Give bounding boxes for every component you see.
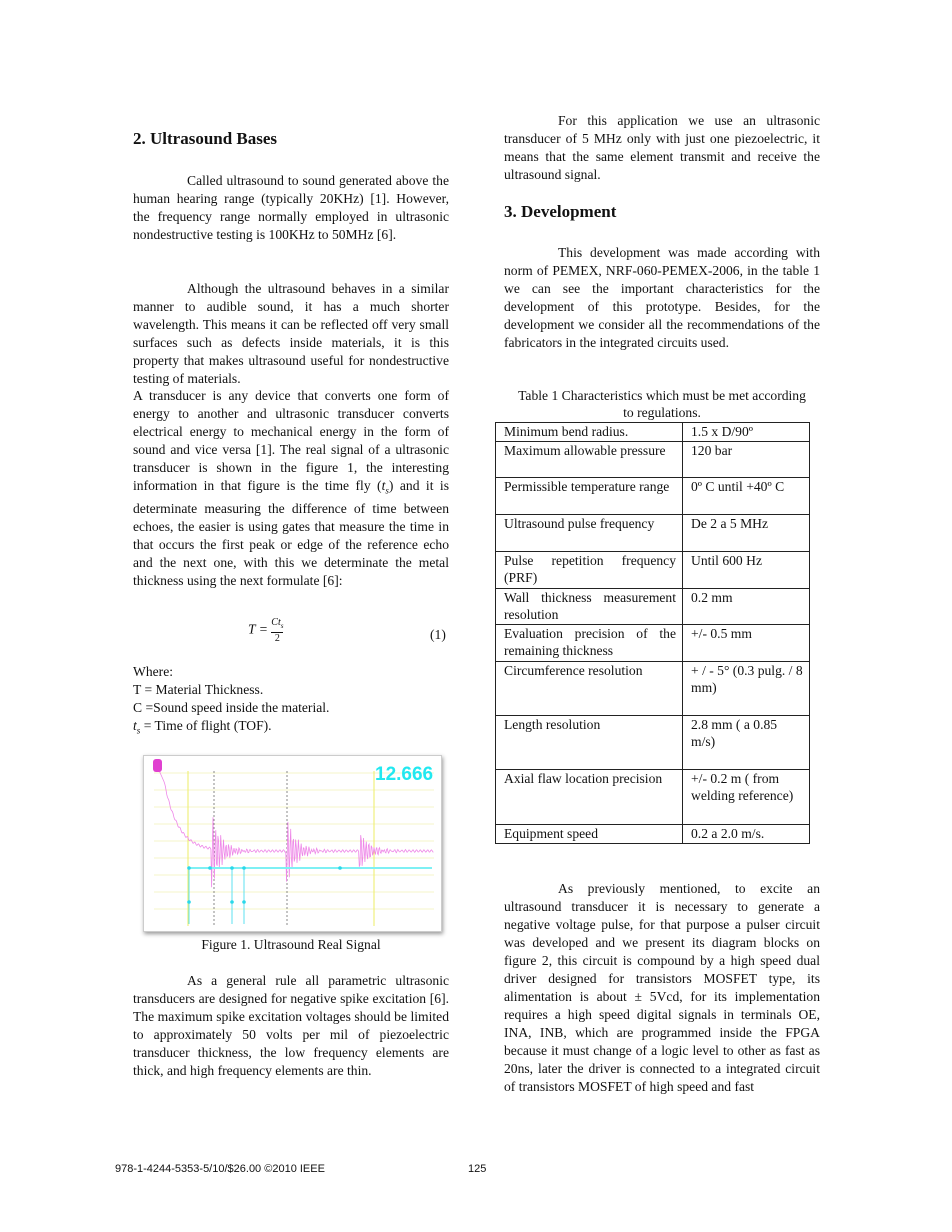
paragraph [133, 387, 449, 590]
value-cell: De 2 a 5 MHz [683, 515, 810, 552]
table-row [496, 625, 810, 662]
paragraph: Although the ultrasound behaves in a similar manner to audible sound, it has a much shorter wavelength. This means it can be reflected off very small surfaces such as defects inside materials, it is this property that makes ultrasound useful for nondestructive testing of materials. [133, 281, 449, 386]
value-cell: 1.5 x D/90º [683, 423, 810, 442]
characteristic-cell: Axial flaw location precision [496, 770, 683, 825]
characteristic-cell: Length resolution [496, 716, 683, 770]
readout-value: 12.666 [375, 766, 434, 784]
characteristics-table [495, 422, 810, 844]
value-cell: 0.2 a 2.0 m/s. [683, 825, 810, 844]
value-cell: 0º C until +40º C [683, 478, 810, 515]
characteristic-cell: Circumference resolution [496, 662, 683, 716]
ultrasound-signal-figure [143, 755, 442, 932]
symbol: t [133, 718, 137, 733]
table-row [496, 442, 810, 478]
symbol-sub: s [385, 485, 389, 496]
eq-denominator: 2 [274, 633, 280, 644]
gate-point [230, 900, 234, 904]
characteristic-cell: Pulse repetition frequency (PRF) [496, 552, 683, 589]
value-cell: 0.2 mm [683, 589, 810, 625]
characteristic-cell: Minimum bend radius. [496, 423, 683, 442]
table-row [496, 716, 810, 770]
value-cell: + / - 5° (0.3 pulg. / 8 mm) [683, 662, 810, 716]
section-heading-development: 3. Development [504, 202, 617, 221]
where-label: Where: [133, 664, 173, 679]
signal-trace [158, 768, 434, 887]
value-cell: Until 600 Hz [683, 552, 810, 589]
definition-ts [133, 717, 272, 740]
symbol-sub: s [136, 725, 141, 736]
table-row [496, 478, 810, 515]
paragraph: As previously mentioned, to excite an ultrasound transducer it is necessary to generate a negative voltage pulse, for that purpose a pulser circuit was developed and we present its diagram blocks on figure 2, this circuit is compound by a high speed dual driver designed for transistors MOSFET type, its alimentation is about ± 5Vcd, for its implementation requires a high speed digital signals in terminals OE, INA, INB, which are programmed inside the FPGA because it must change of a logic level to other as fast as 20ns, later the driver is connected to a integrated circuit of transistors MOSFET of high speed and fast [504, 881, 820, 1094]
gate-point [208, 866, 212, 870]
table-row [496, 515, 810, 552]
table-row [496, 552, 810, 589]
equation-number: (1) [430, 627, 446, 642]
characteristic-cell: Equipment speed [496, 825, 683, 844]
value-cell: 2.8 mm ( a 0.85 m/s) [683, 716, 810, 770]
characteristic-cell: Evaluation precision of the remaining thickness [496, 625, 683, 662]
definition-t: T = Material Thickness. [133, 682, 264, 697]
paragraph: As a general rule all parametric ultrasonic transducers are designed for negative spike excitation [6]. The maximum spike excitation voltages should be limited to approximately 50 volts per mil of piezoelectric transducer thickness, the low frequency elements are thick, and high frequency elements are thin. [133, 973, 449, 1078]
value-cell: +/- 0.5 mm [683, 625, 810, 662]
value-cell: +/- 0.2 m ( from welding reference) [683, 770, 810, 825]
characteristic-cell: Ultrasound pulse frequency [496, 515, 683, 552]
value-cell: 120 bar [683, 442, 810, 478]
paragraph: For this application we use an ultrasonic transducer of 5 MHz only with just one piezoelectric, it means that the same element transmit and receive the ultrasound signal. [504, 113, 820, 182]
table-row [496, 662, 810, 716]
gate-point [187, 866, 191, 870]
text: A transducer is any device that converts one form of energy to another and ultrasonic transducer converts electrical energy to mechanical energy in the form of sound and vice versa [1]. The real signal of a ultrasonic transducer is shown in the figure 1, the interesting information in that figure is the time fly ( [133, 388, 449, 493]
eq-numerator: Ct [271, 617, 281, 628]
gate-point [230, 866, 234, 870]
equation [248, 617, 283, 644]
section-heading-ultrasound-bases: 2. Ultrasound Bases [133, 129, 278, 148]
gate-point [187, 900, 191, 904]
text: ) and it is determinate measuring the difference of time between echoes, the easier is using gates that measure the time in that occurs the first peak or edge of the reference echo and the next one, with this we determinate the metal thickness using the next formulate [6]: [133, 478, 449, 588]
footer-copyright: 978-1-4244-5353-5/10/$26.00 ©2010 IEEE [115, 1163, 325, 1175]
table-caption: Table 1 Characteristics which must be met according to regulations. [518, 388, 806, 420]
characteristic-cell: Permissible temperature range [496, 478, 683, 515]
table-row [496, 825, 810, 844]
paragraph: This development was made according with norm of PEMEX, NRF-060-PEMEX-2006, in the table 1 we can see the important characteristics for the development of this prototype. Besides, for the development we consider all the recommendations of the fabricators in the integrated circuits used. [504, 245, 820, 350]
gate-point [242, 900, 246, 904]
text: = Time of flight (TOF). [140, 718, 272, 733]
table-row [496, 423, 810, 442]
table-row [496, 589, 810, 625]
definition-c: C =Sound speed inside the material. [133, 700, 330, 715]
figure-caption: Figure 1. Ultrasound Real Signal [201, 937, 381, 952]
eq-sub: s [280, 622, 284, 630]
eq-lhs: T = [248, 621, 268, 637]
characteristic-cell: Maximum allowable pressure [496, 442, 683, 478]
characteristic-cell: Wall thickness measurement resolution [496, 589, 683, 625]
paragraph: Called ultrasound to sound generated above the human hearing range (typically 20KHz) [1]. However, the frequency range normally employed in ultrasonic nondestructive testing is 100KHz to 50MHz [6]. [133, 173, 449, 242]
symbol: t [381, 478, 386, 493]
table-row [496, 770, 810, 825]
gate-point [242, 866, 246, 870]
trace-marker [153, 759, 162, 772]
page-number: 125 [468, 1163, 487, 1175]
gate-point [338, 866, 342, 870]
